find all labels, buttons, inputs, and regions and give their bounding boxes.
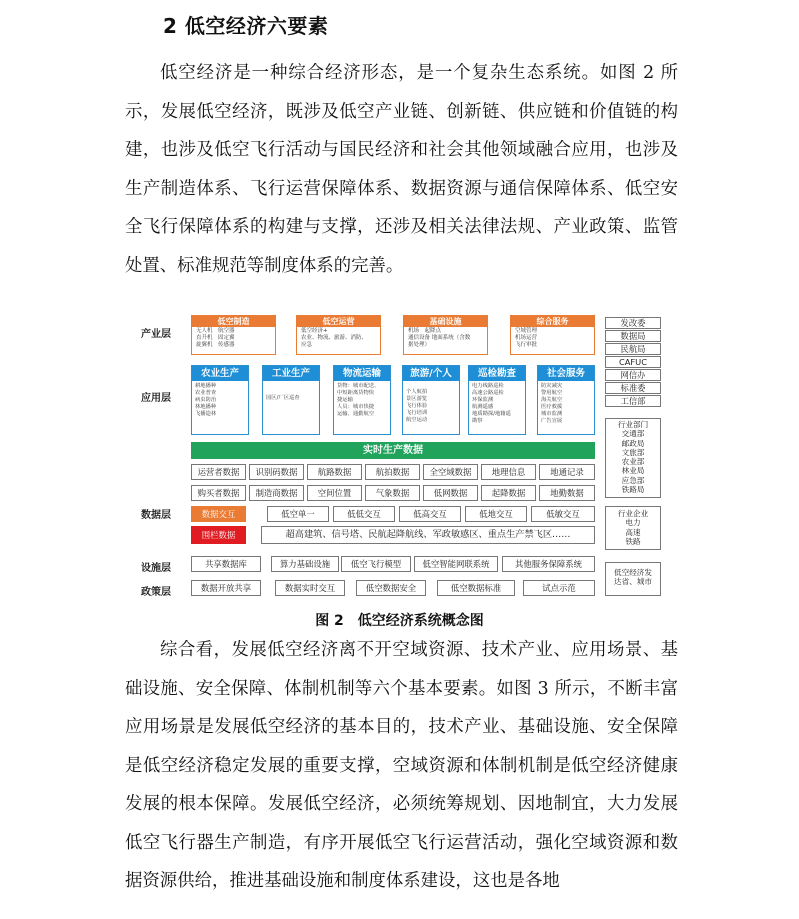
exchange-cell: 低空单一	[267, 506, 329, 522]
policy-cell: 数据实时交互	[275, 580, 345, 596]
data-cell: 地勤数据	[539, 485, 595, 501]
industry-box-line: 机场运营	[515, 335, 538, 341]
exchange-cell: 低高交互	[399, 506, 461, 522]
data-cell: 低网数据	[423, 485, 478, 501]
side-org: 数据局	[605, 330, 661, 342]
application-box-line: 高速公路巡检	[472, 390, 504, 396]
application-box-line: 海关航空	[541, 397, 563, 403]
data-exchange-label: 数据交互	[191, 506, 246, 522]
application-box-line: 园区/厂区巡查	[266, 395, 300, 401]
industry-box-line: 据处理）	[408, 342, 431, 348]
application-box-line: 航空运动	[406, 417, 428, 423]
fence-data-text: 超高建筑、信号塔、民航起降航线、军政敏感区、重点生产禁飞区……	[261, 526, 595, 544]
data-cell: 航路数据	[307, 464, 362, 480]
side-group-item: 铁路	[625, 536, 641, 546]
side-group-item: 高速	[625, 527, 641, 537]
application-box-line: 耕地播种	[195, 383, 217, 389]
data-cell: 地理信息	[481, 464, 536, 480]
application-box-line: 飞行培训	[406, 410, 428, 416]
industry-box-line: 通信设备 地面系统（含数	[408, 335, 471, 341]
side-group-cities	[605, 562, 661, 596]
side-group-item: 行业企业	[617, 509, 649, 518]
row-label-data: 数据层	[141, 510, 171, 521]
realtime-data-bar: 实时生产数据	[191, 442, 595, 459]
industry-box-line: 直升机 固定翼	[196, 335, 235, 341]
application-box-title: 旅游/个人	[403, 366, 459, 381]
policy-cell: 试点示范	[523, 580, 595, 596]
facility-cell: 共享数据库	[191, 556, 261, 572]
fence-data-label: 围栏数据	[191, 526, 246, 544]
exchange-cell: 低敏交互	[531, 506, 595, 522]
side-group-item: 应急部	[621, 475, 645, 485]
data-cell: 空间位置	[307, 485, 362, 501]
data-cell: 运营者数据	[191, 464, 246, 480]
row-label-policy: 政策层	[141, 587, 171, 598]
application-box-title: 社会服务	[538, 366, 594, 381]
section-heading: 2 低空经济六要素	[163, 14, 329, 38]
application-box-line: 电力线路巡检	[472, 383, 504, 389]
application-box-line: 中短距离货物快	[337, 390, 375, 396]
policy-cell: 低空数据标准	[437, 580, 515, 596]
application-box-title: 农业生产	[192, 366, 248, 381]
side-org: 标准委	[605, 382, 661, 394]
application-box-line: 景区游览	[406, 396, 428, 402]
industry-box-title: 综合服务	[511, 316, 594, 327]
industry-box	[296, 315, 381, 355]
application-box-line: 捷运输	[337, 397, 353, 403]
side-group-item: 交通部	[621, 429, 645, 439]
application-box-line: 飞播造林	[195, 411, 217, 417]
figure-2-diagram	[125, 310, 685, 602]
policy-cell: 低空数据安全	[356, 580, 426, 596]
row-label-application: 应用层	[141, 393, 171, 404]
application-box-title: 工业生产	[263, 366, 319, 381]
side-group-item: 林业局	[621, 466, 645, 476]
application-box-line: 林地播种	[195, 404, 217, 410]
industry-box-line: 空域管理	[515, 328, 538, 334]
application-box-line: 防灾减灾	[541, 383, 563, 389]
side-org: CAFUC	[605, 356, 661, 368]
industry-box	[510, 315, 595, 355]
industry-box-line: 低空经济+	[301, 328, 328, 334]
data-cell: 航拍数据	[365, 464, 420, 480]
application-box-line: 地质勘探/地籍遥	[472, 411, 511, 417]
policy-cell: 数据开放共享	[191, 580, 261, 596]
industry-box-line: 旋翼机 传感器	[196, 342, 235, 348]
application-box	[468, 365, 526, 435]
facility-cell: 低空飞行模型	[341, 556, 411, 572]
data-cell: 购买者数据	[191, 485, 246, 501]
application-box-title: 物流运输	[334, 366, 390, 381]
side-group-item: 低空经济发	[614, 568, 652, 577]
exchange-cell: 低低交互	[333, 506, 395, 522]
application-box-line: 运输、通勤航空	[337, 411, 375, 417]
application-box-line: 个人航拍	[406, 389, 428, 395]
application-box	[262, 365, 320, 435]
industry-box-title: 基础设施	[404, 316, 487, 327]
application-box-line: 农业普查	[195, 390, 217, 396]
side-org: 发改委	[605, 317, 661, 329]
application-box-line: 人员：城市快捷	[337, 404, 375, 410]
row-label-facility: 设施层	[141, 563, 171, 574]
application-box-line: 警用航空	[541, 390, 563, 396]
application-box	[191, 365, 249, 435]
industry-box	[403, 315, 488, 355]
paragraph-1: 低空经济是一种综合经济形态，是一个复杂生态系统。如图 2 所示，发展低空经济，既涉及低空产业链、创新链、供应链和价值链的构建，也涉及低空飞行活动与国民经济和社会其他领域融合应用，也涉及生产制造体系、飞行运营保障体系、数据资源与通信保障体系、低空安全飞行保障体系的构建与支撑，还涉及相关法律法规、产业政策、监管处置、标准规范等制度体系的完善。	[125, 63, 678, 276]
data-cell: 起降数据	[481, 485, 536, 501]
side-group-item: 铁路局	[621, 485, 645, 495]
side-group-industry-departments	[605, 418, 661, 498]
application-box-line: 货物：城市配送、	[337, 383, 380, 389]
industry-box-title: 低空制造	[192, 316, 275, 327]
data-cell: 全空域数据	[423, 464, 478, 480]
application-box-line: 城市监测	[541, 411, 563, 417]
industry-box-line: 无人机 航空器	[196, 328, 235, 334]
application-box-title: 巡检勘查	[469, 366, 525, 381]
side-group-item: 农业部	[621, 457, 645, 467]
application-box-line: 飞行体验	[406, 403, 428, 409]
application-box-line: 环保监测	[472, 397, 494, 403]
industry-box-line: 飞行审批	[515, 342, 538, 348]
industry-box-line: 应急	[301, 342, 313, 348]
application-box-line: 医疗救援	[541, 404, 563, 410]
data-cell: 识别码数据	[249, 464, 304, 480]
data-cell: 制造商数据	[249, 485, 304, 501]
application-box-line: 勘察	[472, 418, 483, 424]
application-box	[402, 365, 460, 435]
application-box-line: 航测遥感	[472, 404, 494, 410]
paragraph-2: 综合看，发展低空经济离不开空域资源、技术产业、应用场景、基础设施、安全保障、体制机制等六个基本要素。如图 3 所示，不断丰富应用场景是发展低空经济的基本目的，技术产业、基础设施、安全保障是低空经济稳定发展的重要支撑，空域资源和体制机制是低空经济健康发展的根本保障。发展低空经济，必须统筹规划、因地制宜，大力发展低空飞行器生产制造，有序开展低空飞行运营活动，强化空域资源和数据资源供给，推进基础设施和制度体系建设，这也是各地	[125, 640, 678, 891]
application-box	[537, 365, 595, 435]
application-box-line: 病虫防治	[195, 397, 217, 403]
facility-cell: 算力基础设施	[271, 556, 339, 572]
application-box-line: 广告宣展	[541, 418, 563, 424]
application-box	[333, 365, 391, 435]
industry-box-line: 农业、物流、旅游、消防、	[301, 335, 368, 341]
industry-box	[191, 315, 276, 355]
industry-box-line: 机场 起降点	[408, 328, 442, 334]
industry-box-title: 低空运营	[297, 316, 380, 327]
side-group-item: 文旅部	[621, 447, 645, 457]
side-org: 工信部	[605, 395, 661, 407]
row-label-industry: 产业层	[141, 329, 171, 340]
side-group-item: 达省、城市	[614, 577, 652, 587]
figure-caption: 图 2 低空经济系统概念图	[315, 613, 484, 629]
facility-cell: 低空智能网联系统	[414, 556, 498, 572]
side-group-item: 行业部门	[617, 420, 649, 429]
data-cell: 气象数据	[365, 485, 420, 501]
data-cell: 地通记录	[539, 464, 595, 480]
side-group-item: 邮政局	[621, 438, 645, 448]
side-org: 民航局	[605, 343, 661, 355]
side-group-item: 电力	[625, 518, 641, 528]
exchange-cell: 低地交互	[465, 506, 527, 522]
facility-cell: 其他服务保障系统	[502, 556, 595, 572]
side-org: 网信办	[605, 369, 661, 381]
side-group-industry-enterprises	[605, 506, 661, 550]
